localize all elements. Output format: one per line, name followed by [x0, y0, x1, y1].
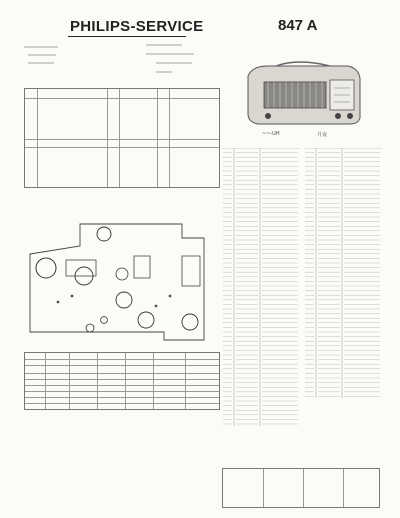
wiring-table-lower [24, 352, 220, 410]
model-number: 847 A [278, 17, 318, 34]
wiring-table-upper [24, 88, 220, 188]
brand-underline [68, 36, 186, 37]
photo-caption-right: 月夜 [317, 132, 328, 138]
spec-lines-left [24, 42, 204, 80]
parts-table-bottom [222, 468, 380, 508]
photo-caption-left: ~~-UH [262, 131, 280, 137]
radio-photo [238, 58, 368, 134]
parts-list-right [304, 148, 382, 398]
chassis-layout-diagram [24, 216, 220, 346]
parts-list-left [222, 148, 300, 426]
brand-title: PHILIPS-SERVICE [70, 18, 204, 35]
